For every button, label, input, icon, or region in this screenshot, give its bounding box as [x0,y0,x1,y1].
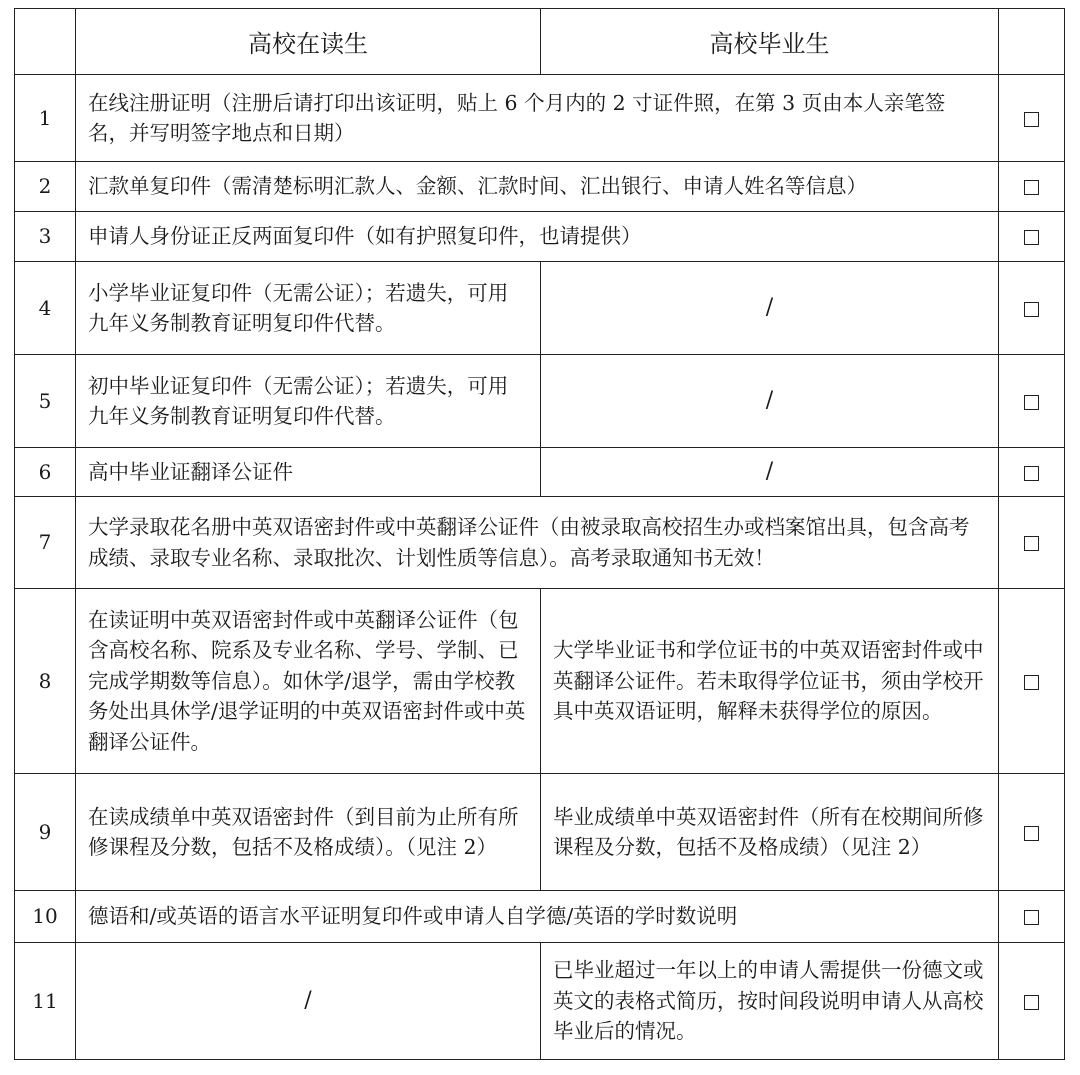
header-blank-cell [999,9,1065,75]
checkbox[interactable] [1024,180,1039,195]
graduate-requirement: 大学毕业证书和学位证书的中英双语密封件或中英翻译公证件。若未取得学位证书，须由学校开具中英双语证明，解释未获得学位的原因。 [541,589,999,774]
checkbox-cell[interactable] [999,262,1065,355]
requirement-text: 德语和/或英语的语言水平证明复印件或申请人自学德/英语的学时数说明 [76,891,999,943]
checkbox[interactable] [1024,230,1039,245]
table-row [15,774,1065,891]
checkbox-cell[interactable] [999,162,1065,212]
header-row [15,9,1065,75]
checkbox[interactable] [1024,112,1039,127]
graduate-requirement: / [541,262,999,355]
table-row [15,162,1065,212]
table-row [15,355,1065,448]
checkbox[interactable] [1024,466,1039,481]
checkbox-cell[interactable] [999,497,1065,589]
requirement-text: 申请人身份证正反两面复印件（如有护照复印件，也请提供） [76,212,999,262]
graduate-requirement: / [541,355,999,448]
row-number: 10 [15,891,76,943]
header-student: 高校在读生 [76,9,541,75]
checkbox[interactable] [1024,910,1039,925]
row-number: 11 [15,943,76,1060]
student-requirement: / [76,943,541,1060]
checkbox[interactable] [1024,826,1039,841]
row-number: 3 [15,212,76,262]
checkbox-cell[interactable] [999,589,1065,774]
table-row [15,75,1065,162]
header-blank-cell [15,9,76,75]
student-requirement: 初中毕业证复印件（无需公证）；若遗失，可用九年义务制教育证明复印件代替。 [76,355,541,448]
table-row [15,589,1065,774]
requirement-text: 汇款单复印件（需清楚标明汇款人、金额、汇款时间、汇出银行、申请人姓名等信息） [76,162,999,212]
row-number: 8 [15,589,76,774]
header-graduate: 高校毕业生 [541,9,999,75]
checkbox-cell[interactable] [999,212,1065,262]
student-requirement: 在读成绩单中英双语密封件（到目前为止所有所修课程及分数，包括不及格成绩）。（见注 2） [76,774,541,891]
checkbox-cell[interactable] [999,943,1065,1060]
student-requirement: 小学毕业证复印件（无需公证）；若遗失，可用九年义务制教育证明复印件代替。 [76,262,541,355]
graduate-requirement: / [541,448,999,497]
requirement-text: 大学录取花名册中英双语密封件或中英翻译公证件（由被录取高校招生办或档案馆出具，包含高考成绩、录取专业名称、录取批次、计划性质等信息）。高考录取通知书无效！ [76,497,999,589]
checkbox-cell[interactable] [999,75,1065,162]
table-row [15,891,1065,943]
table-row [15,262,1065,355]
requirement-text: 在线注册证明（注册后请打印出该证明，贴上 6 个月内的 2 寸证件照，在第 3 页由本人亲笔签名，并写明签字地点和日期） [76,75,999,162]
table-row [15,943,1065,1060]
row-number: 1 [15,75,76,162]
checkbox-cell[interactable] [999,774,1065,891]
checkbox[interactable] [1024,395,1039,410]
row-number: 9 [15,774,76,891]
row-number: 7 [15,497,76,589]
checkbox[interactable] [1024,675,1039,690]
table-row [15,212,1065,262]
table-row [15,448,1065,497]
student-requirement: 在读证明中英双语密封件或中英翻译公证件（包含高校名称、院系及专业名称、学号、学制、已完成学期数等信息）。如休学/退学，需由学校教务处出具休学/退学证明的中英双语密封件或中英翻译公证件。 [76,589,541,774]
materials-table [14,8,1065,1060]
row-number: 4 [15,262,76,355]
checkbox[interactable] [1024,995,1039,1010]
graduate-requirement: 毕业成绩单中英双语密封件（所有在校期间所修课程及分数，包括不及格成绩）（见注 2） [541,774,999,891]
row-number: 2 [15,162,76,212]
table-row [15,497,1065,589]
checkbox-cell[interactable] [999,891,1065,943]
row-number: 5 [15,355,76,448]
checkbox-cell[interactable] [999,355,1065,448]
graduate-requirement: 已毕业超过一年以上的申请人需提供一份德文或英文的表格式简历，按时间段说明申请人从高校毕业后的情况。 [541,943,999,1060]
row-number: 6 [15,448,76,497]
checkbox[interactable] [1024,302,1039,317]
checkbox[interactable] [1024,536,1039,551]
student-requirement: 高中毕业证翻译公证件 [76,448,541,497]
checkbox-cell[interactable] [999,448,1065,497]
